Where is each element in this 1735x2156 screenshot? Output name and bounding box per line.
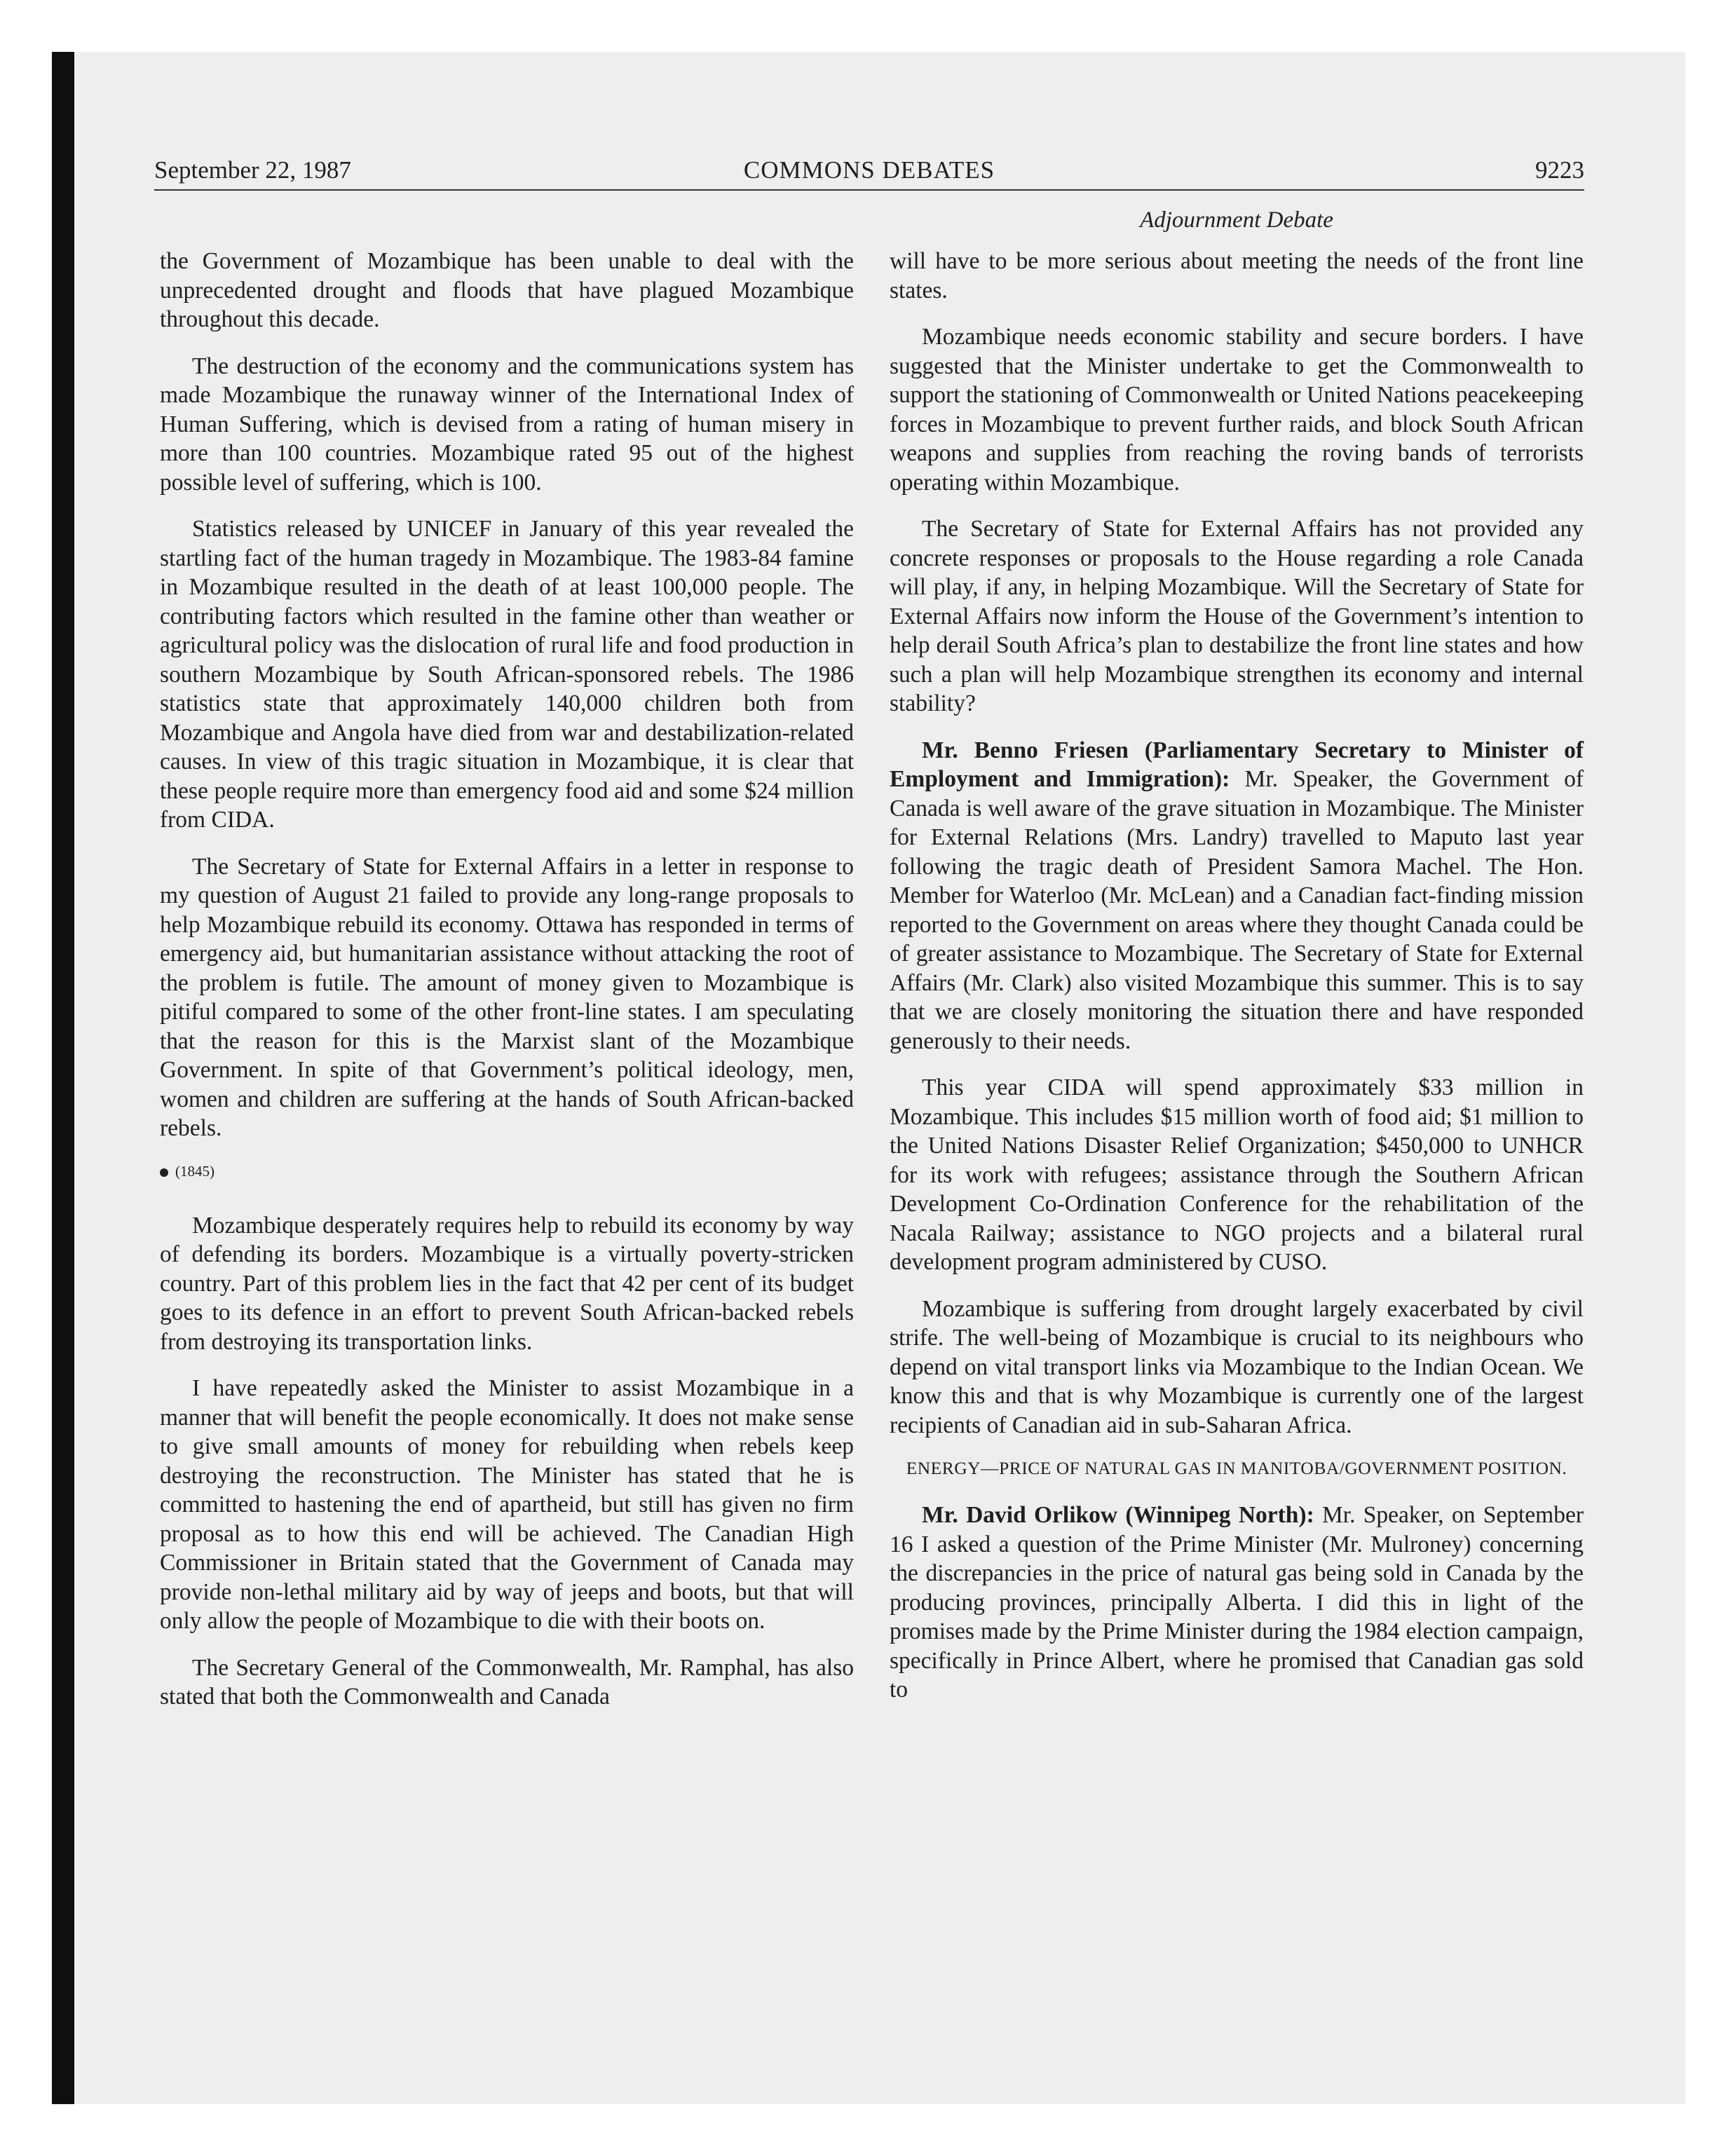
header-page-number: 9223 [1535,156,1584,184]
speaker-name: Mr. David Orlikow (Winnipeg North): [922,1502,1314,1528]
paragraph: will have to be more serious about meeting the needs of the front line states. [890,248,1584,303]
speech-paragraph [890,736,1584,1056]
paragraph: The destruction of the economy and the communications system has made Mozambique the runaway winner of the International Index of Human Suffering, which is devised from a rating of human misery in more than 100 countries. Mozambique rated 95 out of the highest possible level of suffering, which is 100. [160,353,854,496]
section-heading: ENERGY—PRICE OF NATURAL GAS IN MANITOBA/GOVERNMENT POSITION. [906,1458,1567,1478]
speech-text: Mr. Speaker, on September 16 I asked a question of the Prime Minister (Mr. Mulroney) concerning the discrepancies in the price of natural gas being sold in Canada by the producing provinces, principally Alberta. I did this in light of the promises made by the Prime Minister during the 1984 election campaign, specifically in Prince Albert, where he promised that Canadian gas sold to [890,1502,1584,1703]
paragraph: This year CIDA will spend approximately $33 million in Mozambique. This includes $15 million worth of food aid; $1 million to the United Nations Disaster Relief Organization; $450,000 to UNHCR for its work with refugees; assistance through the Southern African Development Co-Ordination Conference for the rehabilitation of the Nacala Railway; assistance to NGO projects and a bilateral rural development program administered by CUSO. [890,1074,1584,1275]
header-date: September 22, 1987 [154,156,351,184]
bullet-icon [160,1168,168,1177]
paragraph: the Government of Mozambique has been unable to deal with the unprecedented drought and floods that have plagued Mozambique throughout this decade. [160,248,854,332]
time-marker-text: (1845) [175,1162,215,1180]
page-header [154,151,1584,190]
paragraph: The Secretary General of the Commonwealth, Mr. Ramphal, has also stated that both the Commonwealth and Canada [160,1654,854,1710]
paragraph: Mozambique is suffering from drought largely exacerbated by civil strife. The well-being of Mozambique is crucial to its neighbours who depend on vital transport links via Mozambique to the Indian Ocean. We know this and that is why Mozambique is currently one of the largest recipients of Canadian aid in sub-Saharan Africa. [890,1295,1584,1438]
paragraph: Statistics released by UNICEF in January of this year revealed the startling fact of the human tragedy in Mozambique. The 1983-84 famine in Mozambique resulted in the death of at least 100,000 people. The contributing factors which resulted in the famine other than weather or agricultural policy was the dislocation of rural life and food production in southern Mozambique by South African-sponsored rebels. The 1986 statistics state that approximately 140,000 children both from Mozambique and Angola have died from war and destabilization-related causes. In view of this tragic situation in Mozambique, it is clear that these people require more than emergency food aid and some $24 million from CIDA. [160,516,854,833]
right-column [890,247,1584,1722]
header-title: COMMONS DEBATES [743,156,995,184]
speaker-name: Mr. Benno Friesen (Parliamentary Secretary to Minister of Employment and Immigration): [890,737,1584,792]
paragraph: The Secretary of State for External Affairs has not provided any concrete responses or proposals to the House regarding a role Canada will play, if any, in helping Mozambique. Will the Secretary of State for External Affairs now inform the House of the Government’s intention to help derail South Africa’s plan to destabilize the front line states and how such a plan will help Mozambique strengthen its economy and internal stability? [890,516,1584,716]
speech-paragraph [890,1501,1584,1705]
paragraph: Mozambique desperately requires help to rebuild its economy by way of defending its borders. Mozambique is a virtually poverty-stricken country. Part of this problem lies in the fact that 42 per cent of its budget goes to its defence in an effort to prevent South African-backed rebels from destroying its transportation links. [160,1212,854,1355]
left-column [160,247,854,1729]
scan-border-edge [52,52,74,2104]
paragraph: I have repeatedly asked the Minister to assist Mozambique in a manner that will benefit the people economically. It does not make sense to give small amounts of money for rebuilding when rebels keep destroying the reconstruction. The Minister has stated that he is committed to hastening the end of apartheid, but still has given no firm proposal as to how this end will be achieved. The Canadian High Commissioner in Britain stated that the Government of Canada may provide non-lethal military aid by way of jeeps and boots, but that will only allow the people of Mozambique to die with their boots on. [160,1375,854,1634]
header-rule [154,189,1584,191]
time-marker [160,1161,854,1182]
running-head: Adjournment Debate [1140,207,1333,233]
paragraph: The Secretary of State for External Affairs in a letter in response to my question of August 21 failed to provide any long-range proposals to help Mozambique rebuild its economy. Ottawa has responded in terms of emergency aid, but humanitarian assistance without attacking the root of the problem is futile. The amount of money given to Mozambique is pitiful compared to some of the other front-line states. I am speculating that the reason for this is the Marxist slant of the Mozambique Government. In spite of that Government’s political ideology, men, women and children are suffering at the hands of South African-backed rebels. [160,853,854,1141]
paragraph: Mozambique needs economic stability and secure borders. I have suggested that the Minister undertake to get the Commonwealth to support the stationing of Commonwealth or United Nations peacekeeping forces in Mozambique to prevent further raids, and block South African weapons and supplies from reaching the roving bands of terrorists operating within Mozambique. [890,324,1584,496]
speech-text: Mr. Speaker, the Government of Canada is well aware of the grave situation in Mozambique. The Minister for External Relations (Mrs. Landry) travelled to Maputo last year following the tragic death of President Samora Machel. The Hon. Member for Waterloo (Mr. McLean) and a Canadian fact-finding mission reported to the Government on areas where they thought Canada could be of greater assistance to Mozambique. The Secretary of State for External Affairs (Mr. Clark) also visited Mozambique this summer. This is to say that we are closely monitoring the situation there and have responded generously to their needs. [890,766,1584,1054]
